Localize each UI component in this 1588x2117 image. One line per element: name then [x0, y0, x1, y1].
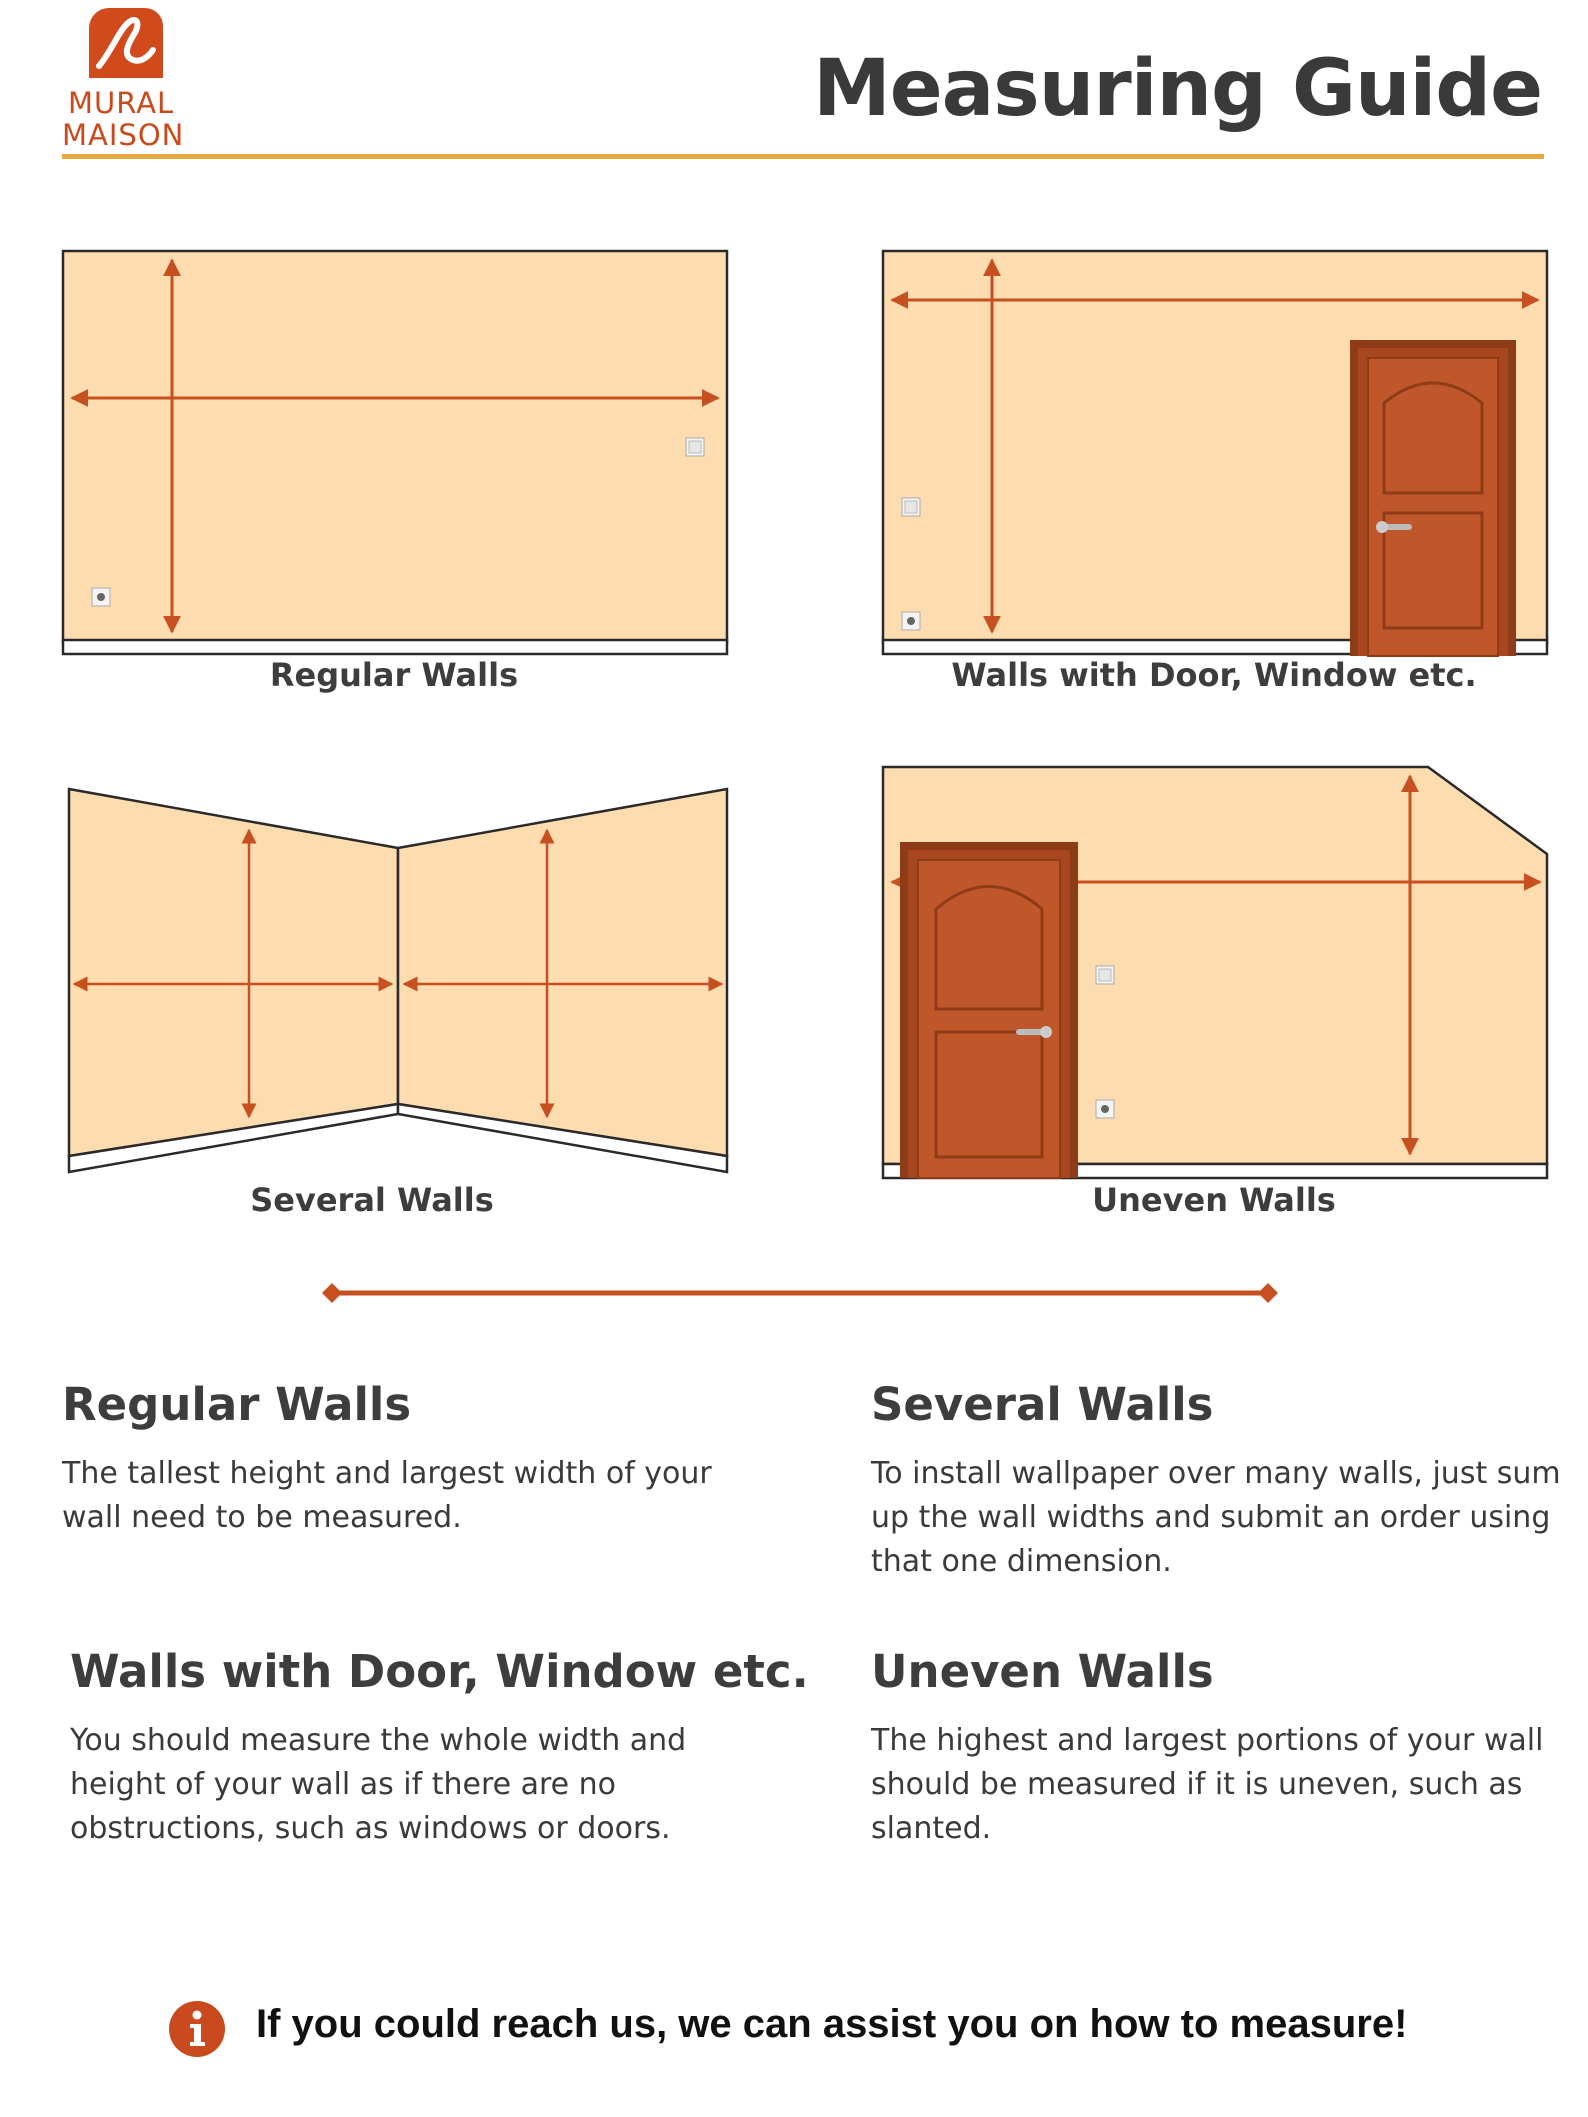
body-several-walls: To install wallpaper over many walls, just sum up the wall widths and submit an order using that one dimension.	[871, 1456, 1561, 1579]
brand-name-line-2: MAISON	[62, 118, 185, 152]
body-uneven-walls: The highest and largest portions of your wall should be measured if it is uneven, such as slanted.	[871, 1723, 1544, 1846]
body-door-walls: You should measure the whole width and height of your wall as if there are no obstructions, such as windows or doors.	[70, 1723, 687, 1846]
uneven-walls-diagram	[880, 764, 1550, 1184]
light-switch-icon	[902, 498, 920, 516]
light-switch-icon	[1096, 966, 1114, 984]
mural-maison-logo-icon	[89, 8, 163, 78]
door-icon	[1350, 340, 1516, 656]
contact-note: If you could reach us, we can assist you on how to measure!	[256, 2002, 1408, 2046]
door-icon	[900, 842, 1078, 1178]
page-title: Measuring Guide	[813, 44, 1542, 134]
heading-regular-walls: Regular Walls	[62, 1378, 412, 1431]
door-walls-diagram	[880, 248, 1550, 660]
caption-uneven-walls: Uneven Walls	[1092, 1181, 1336, 1219]
several-walls-diagram	[66, 786, 736, 1180]
info-icon	[168, 2000, 226, 2058]
power-outlet-icon	[902, 612, 920, 630]
title-rule	[62, 154, 1544, 159]
heading-uneven-walls: Uneven Walls	[871, 1645, 1214, 1698]
power-outlet-icon	[1096, 1100, 1114, 1118]
caption-several-walls: Several Walls	[250, 1181, 494, 1219]
caption-regular-walls: Regular Walls	[269, 656, 519, 694]
heading-door-walls: Walls with Door, Window etc.	[70, 1645, 809, 1698]
power-outlet-icon	[92, 588, 110, 606]
section-divider	[320, 1278, 1280, 1308]
light-switch-icon	[686, 438, 704, 456]
body-regular-walls: The tallest height and largest width of your wall need to be measured.	[62, 1456, 712, 1535]
brand-name-line-1: MURAL	[68, 86, 175, 120]
brand-logo[interactable]	[62, 8, 198, 152]
regular-walls-diagram	[60, 248, 730, 660]
heading-several-walls: Several Walls	[871, 1378, 1214, 1431]
caption-door-walls: Walls with Door, Window etc.	[951, 656, 1477, 694]
